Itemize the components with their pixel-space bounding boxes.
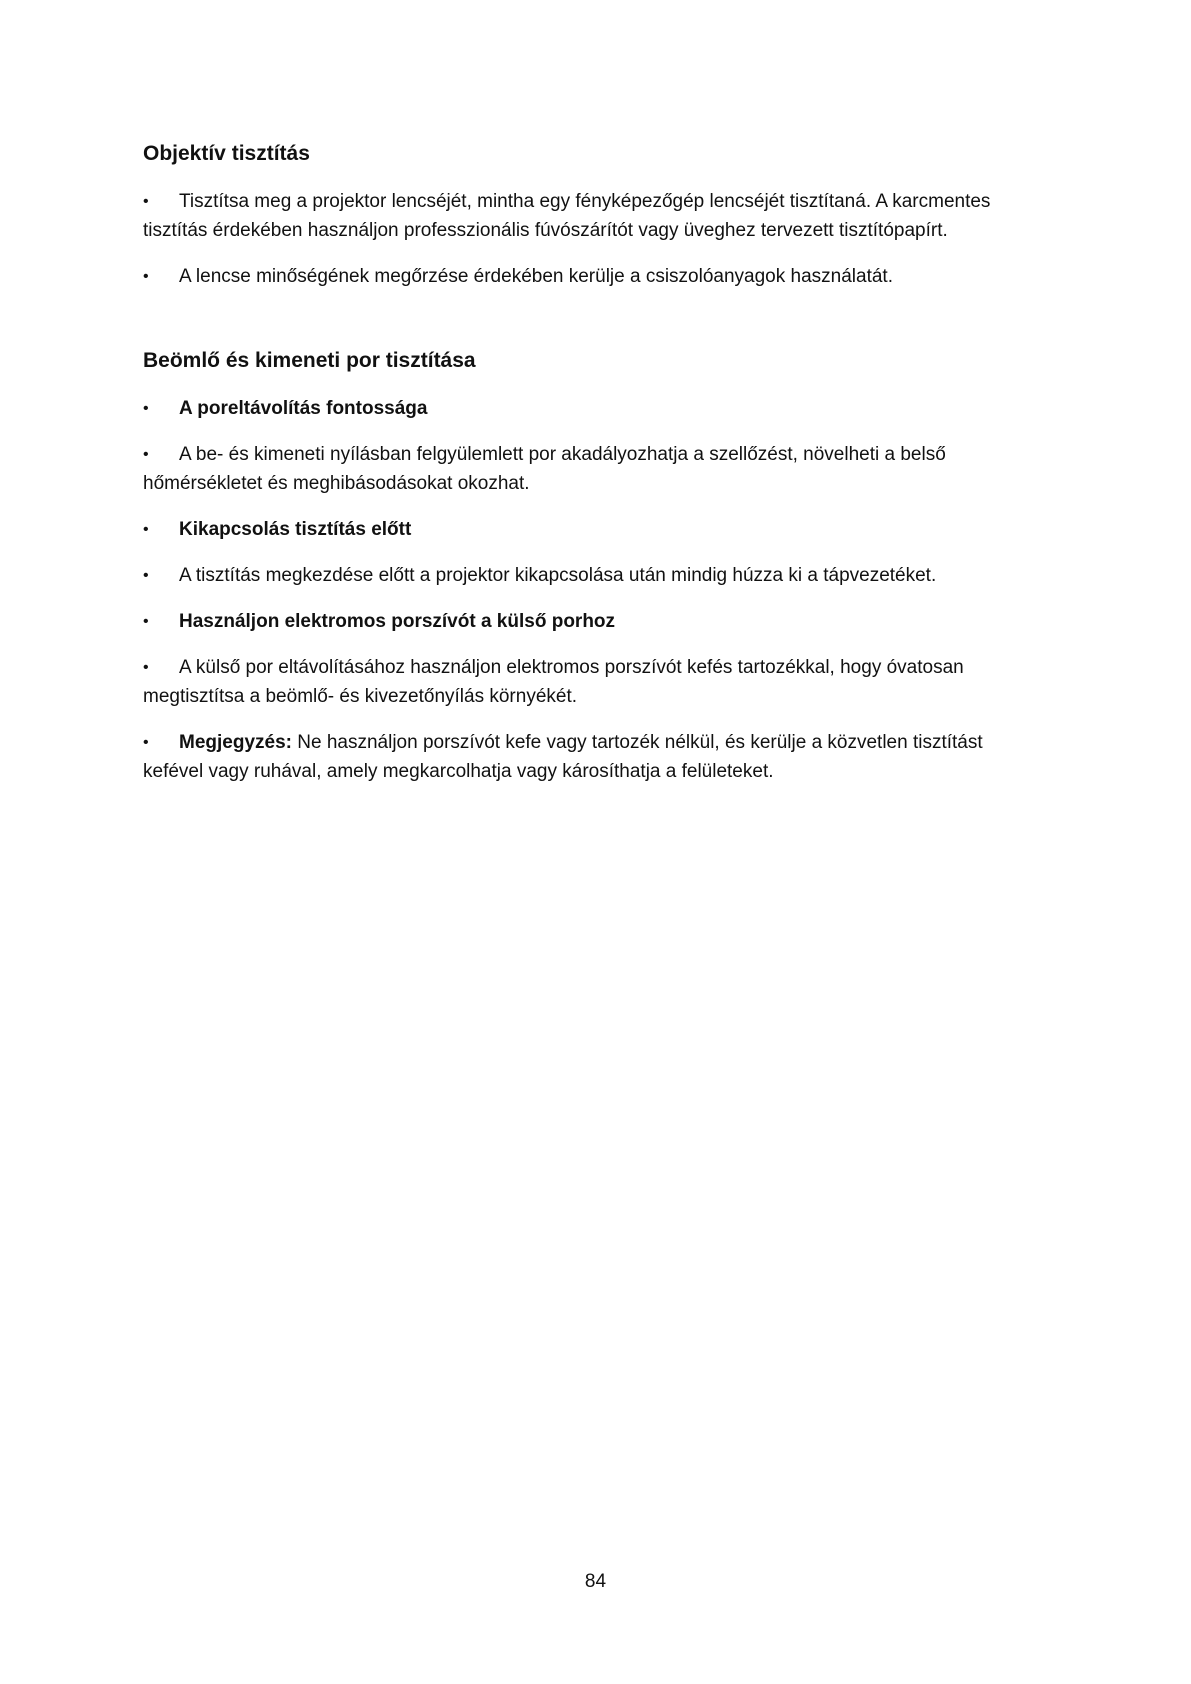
list-item [143, 515, 1048, 544]
bullet-icon: • [143, 446, 149, 463]
bullet-icon: • [143, 659, 149, 676]
page-content [143, 140, 1048, 803]
list-item [143, 653, 1048, 711]
note-text: Ne használjon porszívót kefe vagy tartozék nélkül, és kerülje a közvetlen tisztítást kefével vagy ruhával, amely megkarcolhatja vagy károsíthatja a felületeket. [143, 732, 983, 782]
page-number: 84 [584, 1571, 607, 1592]
list-item [143, 440, 1048, 498]
list-item [143, 262, 1048, 291]
bullet-icon: • [143, 521, 149, 538]
bullet-icon: • [143, 613, 149, 630]
list-item-text: A külső por eltávolításához használjon elektromos porszívót kefés tartozékkal, hogy óvatosan megtisztítsa a beömlő- és kivezetőnyílás környékét. [143, 657, 964, 707]
list-item [143, 394, 1048, 423]
bullet-icon: • [143, 268, 149, 285]
list-item-text: A tisztítás megkezdése előtt a projektor kikapcsolása után mindig húzza ki a tápvezetéket. [179, 565, 937, 586]
list-item [143, 607, 1048, 636]
section-heading-dust-cleaning: Beömlő és kimeneti por tisztítása [143, 349, 476, 372]
list-item [143, 561, 1048, 590]
list-item-text: A lencse minőségének megőrzése érdekében kerülje a csiszolóanyagok használatát. [179, 266, 893, 287]
note-label: Megjegyzés: [179, 732, 292, 753]
list-item-bold-text: A poreltávolítás fontossága [179, 398, 428, 419]
bullet-icon: • [143, 400, 149, 417]
list-item-note [143, 728, 1048, 786]
bullet-icon: • [143, 734, 149, 751]
bullet-icon: • [143, 567, 149, 584]
section-heading-lens-cleaning: Objektív tisztítás [143, 142, 310, 165]
list-item-bold-text: Használjon elektromos porszívót a külső porhoz [179, 611, 616, 632]
bullet-icon: • [143, 193, 149, 210]
list-item-text: Tisztítsa meg a projektor lencséjét, mintha egy fényképezőgép lencséjét tisztítaná. A karcmentes tisztítás érdekében használjon professzionális fúvószárítót vagy üveghez tervezett tisztítópapírt. [143, 191, 991, 241]
list-item-text: A be- és kimeneti nyílásban felgyülemlett por akadályozhatja a szellőzést, növelheti a belső hőmérsékletet és meghibásodásokat okozhat. [143, 444, 946, 494]
list-item-bold-text: Kikapcsolás tisztítás előtt [179, 519, 412, 540]
list-item [143, 187, 1048, 245]
